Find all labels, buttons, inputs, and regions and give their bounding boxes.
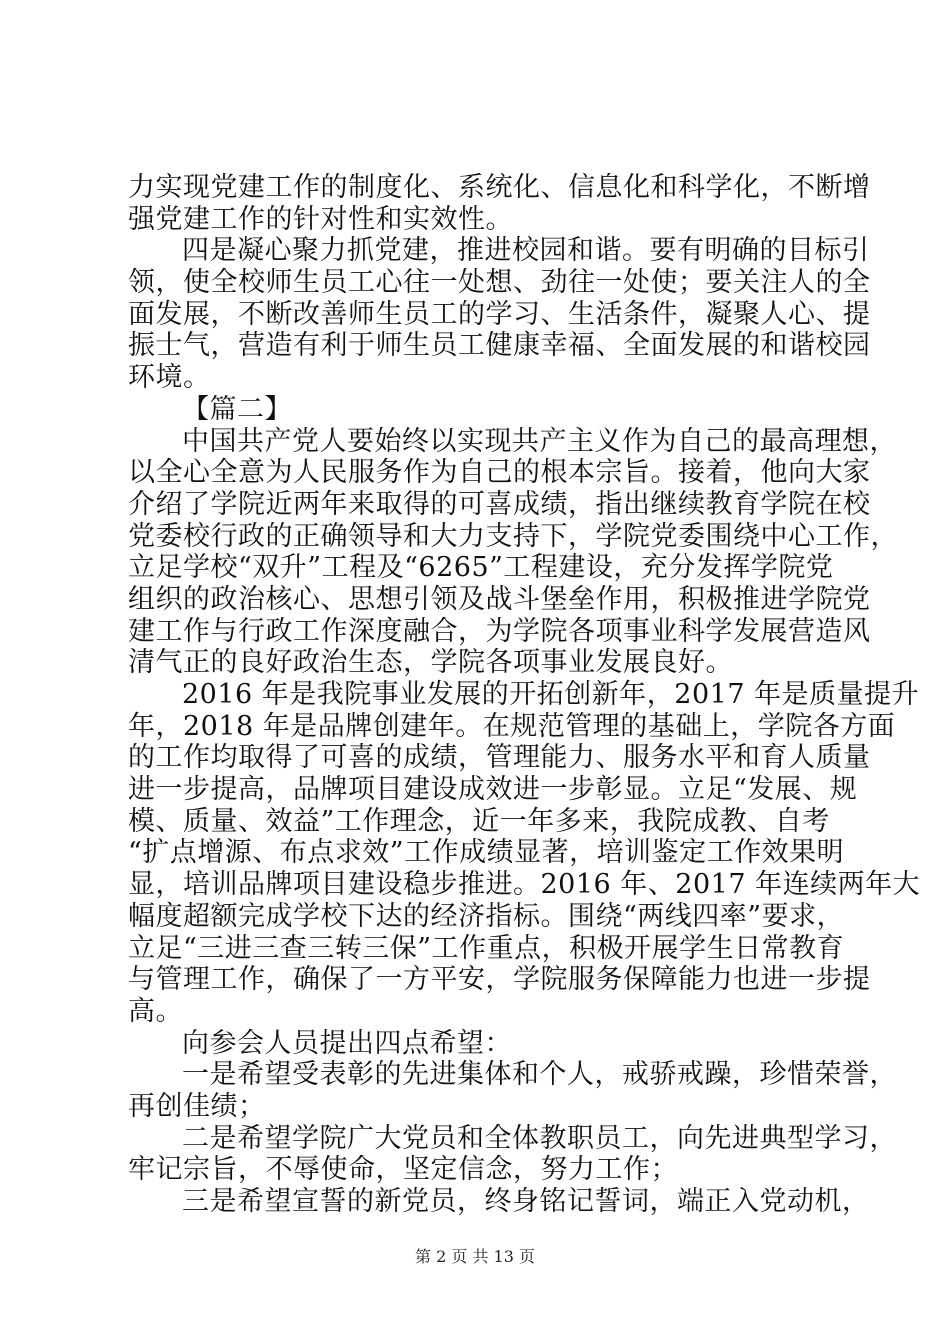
text-line: 的工作均取得了可喜的成绩，管理能力、服务水平和育人质量 (128, 742, 871, 774)
text-line: 向参会人员提出四点希望： (182, 1027, 512, 1059)
text-line: 与管理工作，确保了一方平安，学院服务保障能力也进一步提 (128, 964, 871, 996)
text-line: 面发展，不断改善师生员工的学习、生活条件，凝聚人心、提 (128, 298, 871, 330)
text-line: 建工作与行政工作深度融合，为学院各项事业科学发展营造风 (128, 615, 871, 647)
text-line: 中国共产党人要始终以实现共产主义作为自己的最高理想， (182, 425, 897, 457)
text-line: 模、质量、效益”工作理念，近一年多来，我院成教、自考 (128, 805, 830, 837)
text-line: 牢记宗旨，不辱使命，坚定信念，努力工作； (128, 1154, 678, 1186)
text-line: 一是希望受表彰的先进集体和个人，戒骄戒躁，珍惜荣誉， (182, 1059, 897, 1091)
text-line: 三是希望宣誓的新党员，终身铭记誓词，端正入党动机， (182, 1186, 870, 1217)
text-line: 介绍了学院近两年来取得的可喜成绩，指出继续教育学院在校 (128, 488, 871, 520)
text-line: 年，2018 年是品牌创建年。在规范管理的基础上，学院各方面 (128, 710, 896, 742)
text-line: 立足学校“双升”工程及“6265”工程建设，充分发挥学院党 (128, 552, 834, 584)
text-line: 二是希望学院广大党员和全体教职员工，向先进典型学习， (182, 1122, 897, 1154)
text-line: 振士气，营造有利于师生员工健康幸福、全面发展的和谐校园 (128, 330, 871, 362)
text-line: 领，使全校师生员工心往一处想、劲往一处使；要关注人的全 (128, 267, 871, 299)
text-line: 显，培训品牌项目建设稳步推进。2016 年、2017 年连续两年大 (128, 869, 921, 901)
text-line: 四是凝心聚力抓党建，推进校园和谐。要有明确的目标引 (182, 235, 870, 267)
text-line: 进一步提高，品牌项目建设成效进一步彰显。立足“发展、规 (128, 774, 858, 806)
text-line: “扩点增源、布点求效”工作成绩显著，培训鉴定工作效果明 (128, 837, 845, 869)
text-line: 再创佳绩； (128, 1090, 266, 1122)
text-line: 组织的政治核心、思想引领及战斗堡垒作用，积极推进学院党 (128, 583, 871, 615)
text-line: 以全心全意为人民服务作为自己的根本宗旨。接着，他向大家 (128, 457, 871, 489)
text-line: 环境。 (128, 362, 211, 394)
text-line: 强党建工作的针对性和实效性。 (128, 203, 513, 235)
text-line: 幅度超额完成学校下达的经济指标。围绕“两线四率”要求， (128, 900, 845, 932)
text-line: 党委校行政的正确领导和大力支持下，学院党委围绕中心工作， (128, 520, 898, 552)
text-line: 立足“三进三查三转三保”工作重点，积极开展学生日常教育 (128, 932, 845, 964)
text-line: 力实现党建工作的制度化、系统化、信息化和科学化，不断增 (128, 172, 871, 203)
text-line: 高。 (128, 995, 183, 1027)
section-heading: 【篇二】 (182, 393, 292, 425)
body-text (128, 172, 921, 1218)
text-line: 2016 年是我院事业发展的开拓创新年，2017 年是质量提升 (182, 679, 920, 710)
page-number-footer: 第 2 页 共 13 页 (415, 1247, 535, 1266)
text-line: 清气正的良好政治生态，学院各项事业发展良好。 (128, 647, 733, 679)
